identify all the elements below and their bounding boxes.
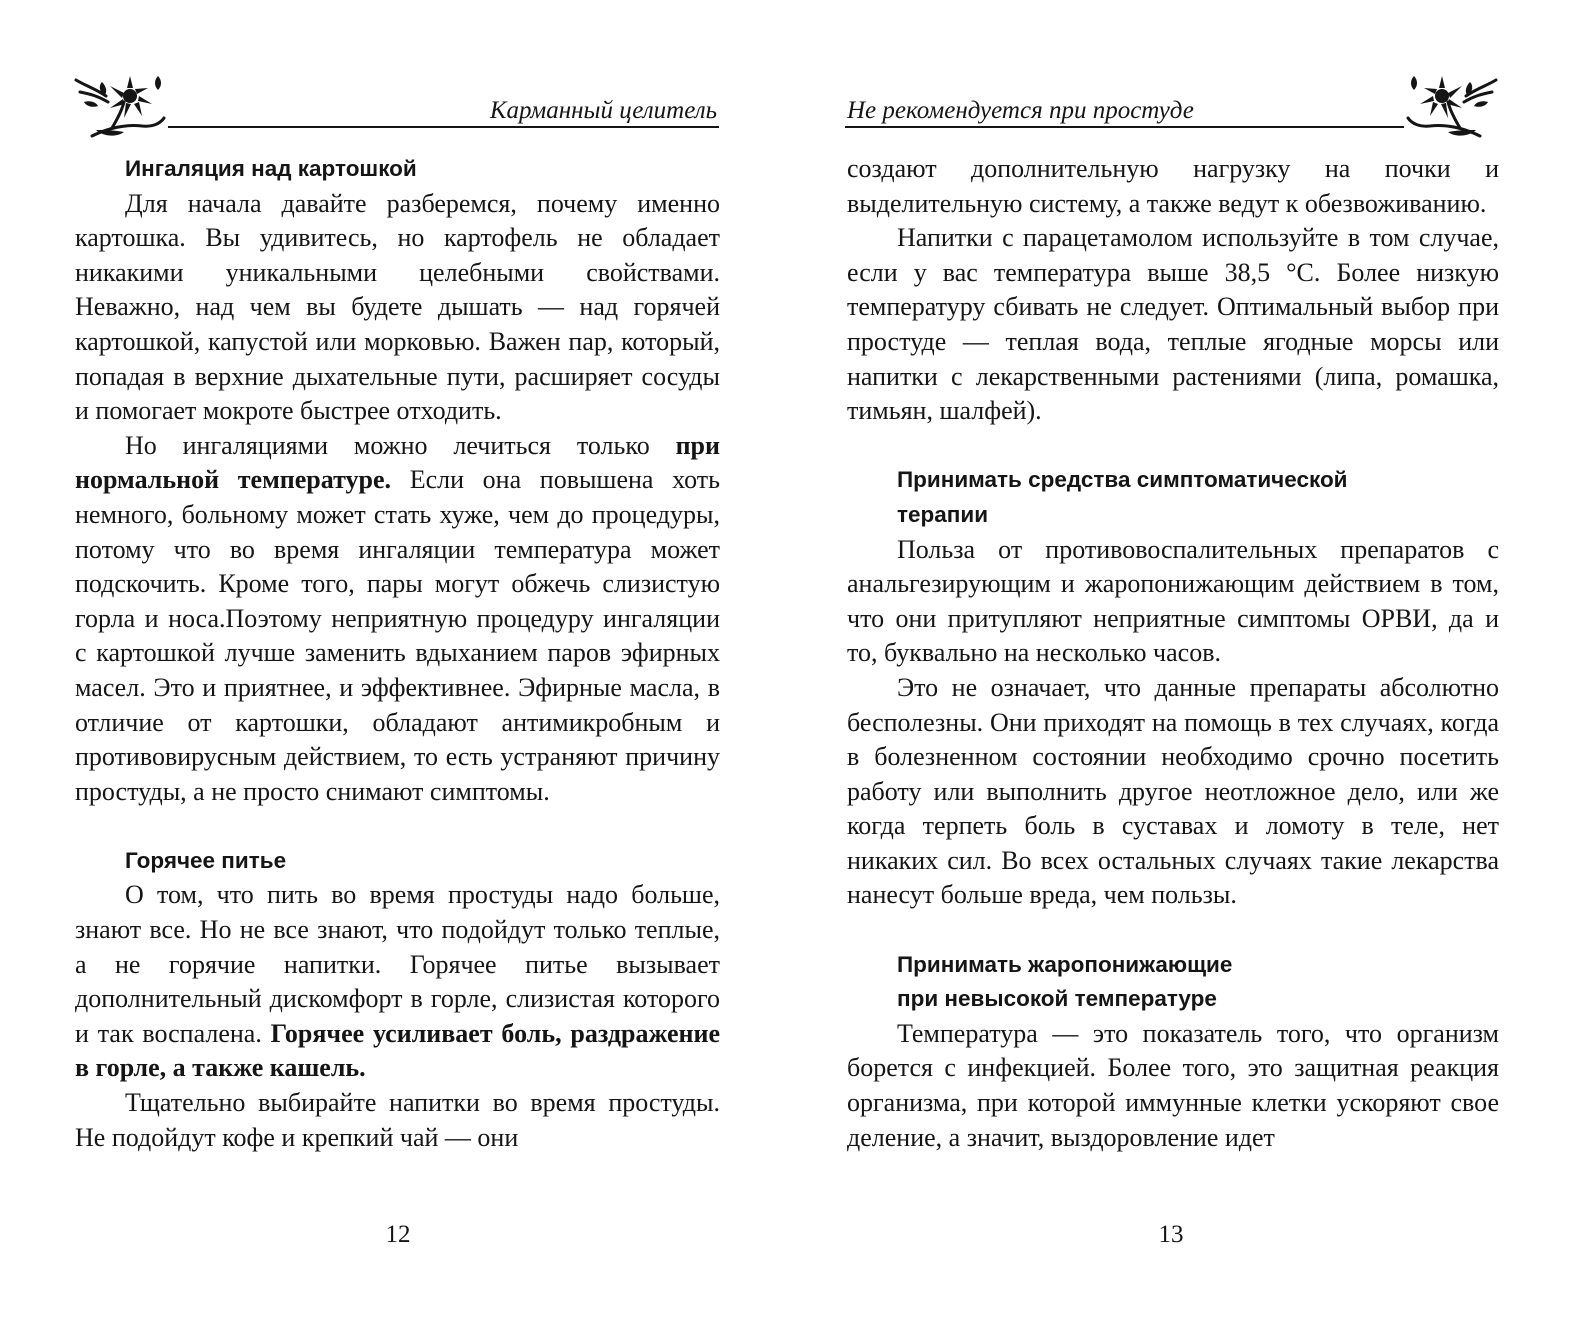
- right-page: [787, 0, 1574, 1344]
- section-heading: [847, 948, 1499, 1017]
- paragraph: Это не означает, что данные препараты абсолютно бесполезны. Они приходят на помощь в тех случаях, когда в болезненном состоянии необходимо срочно посетить работу или выполнить другое неотложное дело, или же когда терпеть боль в суставах и ломоту в теле, нет никаких сил. Во всех остальных случаях такие лекарства нанесут больше вреда, чем пользы.: [847, 672, 1499, 910]
- heading-line: Принимать средства симптоматической: [897, 467, 1348, 493]
- text-run: Но ингаляциями можно лечиться только: [125, 430, 676, 460]
- paragraph: Тщательно выбирайте напитки во время простуды. Не подойдут кофе и крепкий чай — они: [75, 1088, 720, 1152]
- bold-emphasis: при нормальной температуре.: [75, 430, 720, 495]
- paragraph: Польза от противовоспалительных препаратов с анальгезирующим и жаропонижающим действием в том, что они притупляют неприятные симптомы ОРВИ, да и то, буквально на несколько часов.: [847, 534, 1499, 668]
- right-text-column: [847, 152, 1499, 1155]
- paragraph: [75, 429, 720, 810]
- section-gap: [75, 809, 720, 844]
- heading-line: при невысокой температуре: [897, 986, 1217, 1012]
- paragraph: [75, 878, 720, 1086]
- section-heading: [847, 463, 1499, 532]
- header-rule: [168, 126, 719, 128]
- section-gap: [847, 913, 1499, 948]
- bold-emphasis: Горячее усиливает боль, раздражение в горле, а также кашель.: [75, 1018, 720, 1083]
- text-run: О том, что пить во время простуды надо больше, знают все. Но не все знают, что подойдут только теплые, а не горячие напитки. Горячее питье вызывает дополнительный дискомфорт в горле, слизистая которого и так воспалена.: [75, 880, 720, 1048]
- paragraph: Напитки с парацетамолом используйте в том случае, если у вас температура выше 38,5 °С. Более низкую температуру сбивать не следует. Оптимальный выбор при простуде — теплая вода, теплые ягодные морсы или напитки с лекарственными растениями (липа, ромашка, тимьян, шалфей).: [847, 223, 1499, 426]
- cornflower-ornament-icon: [1404, 66, 1500, 142]
- running-head: Карманный целитель: [489, 97, 717, 124]
- section-heading: Ингаляция над картошкой: [125, 156, 417, 181]
- section-gap: [847, 429, 1499, 464]
- header-rule: [845, 126, 1404, 128]
- paragraph: Для начала давайте разберемся, почему именно картошка. Вы удивитесь, но картофель не обладает никакими уникальными целебными свойствами. Неважно, над чем вы будете дышать — над горячей картошкой, капустой или морковью. Важен пар, который, попадая в верхние дыхательные пути, расширяет сосуды и помогает мокроте быстрее отходить.: [75, 188, 720, 426]
- cornflower-ornament-icon: [72, 66, 168, 142]
- text-run: Если она повышена хоть немного, больному может стать хуже, чем до процедуры, потому что во время ингаляции температура может подскочить. Кроме того, пары могут обжечь слизистую горла и носа.Поэтому неприятную процедуру ингаляции с картошкой лучше заменить вдыханием паров эфирных масел. Это и приятнее, и эффективнее. Эфирные масла, в отличие от картошки, обладают антимикробным и противовирусным действием, то есть устраняют причину простуды, а не просто снимают симптомы.: [75, 465, 720, 806]
- heading-line: Принимать жаропонижающие: [897, 951, 1233, 977]
- heading-line: терапии: [897, 501, 989, 527]
- running-head: Не рекомендуется при простуде: [847, 97, 1194, 124]
- page-number: 12: [385, 1221, 411, 1248]
- page-number: 13: [1158, 1221, 1184, 1248]
- section-heading: Горячее питье: [125, 847, 287, 873]
- paragraph: Температура — это показатель того, что организм борется с инфекцией. Более того, это защитная реакция организма, при которой иммунные клетки ускоряют свое деление, а значит, выздоровление идет: [847, 1018, 1499, 1152]
- left-text-column: [75, 152, 720, 1155]
- paragraph: создают дополнительную нагрузку на почки и выделительную систему, а также ведут к обезвоживанию.: [847, 154, 1499, 218]
